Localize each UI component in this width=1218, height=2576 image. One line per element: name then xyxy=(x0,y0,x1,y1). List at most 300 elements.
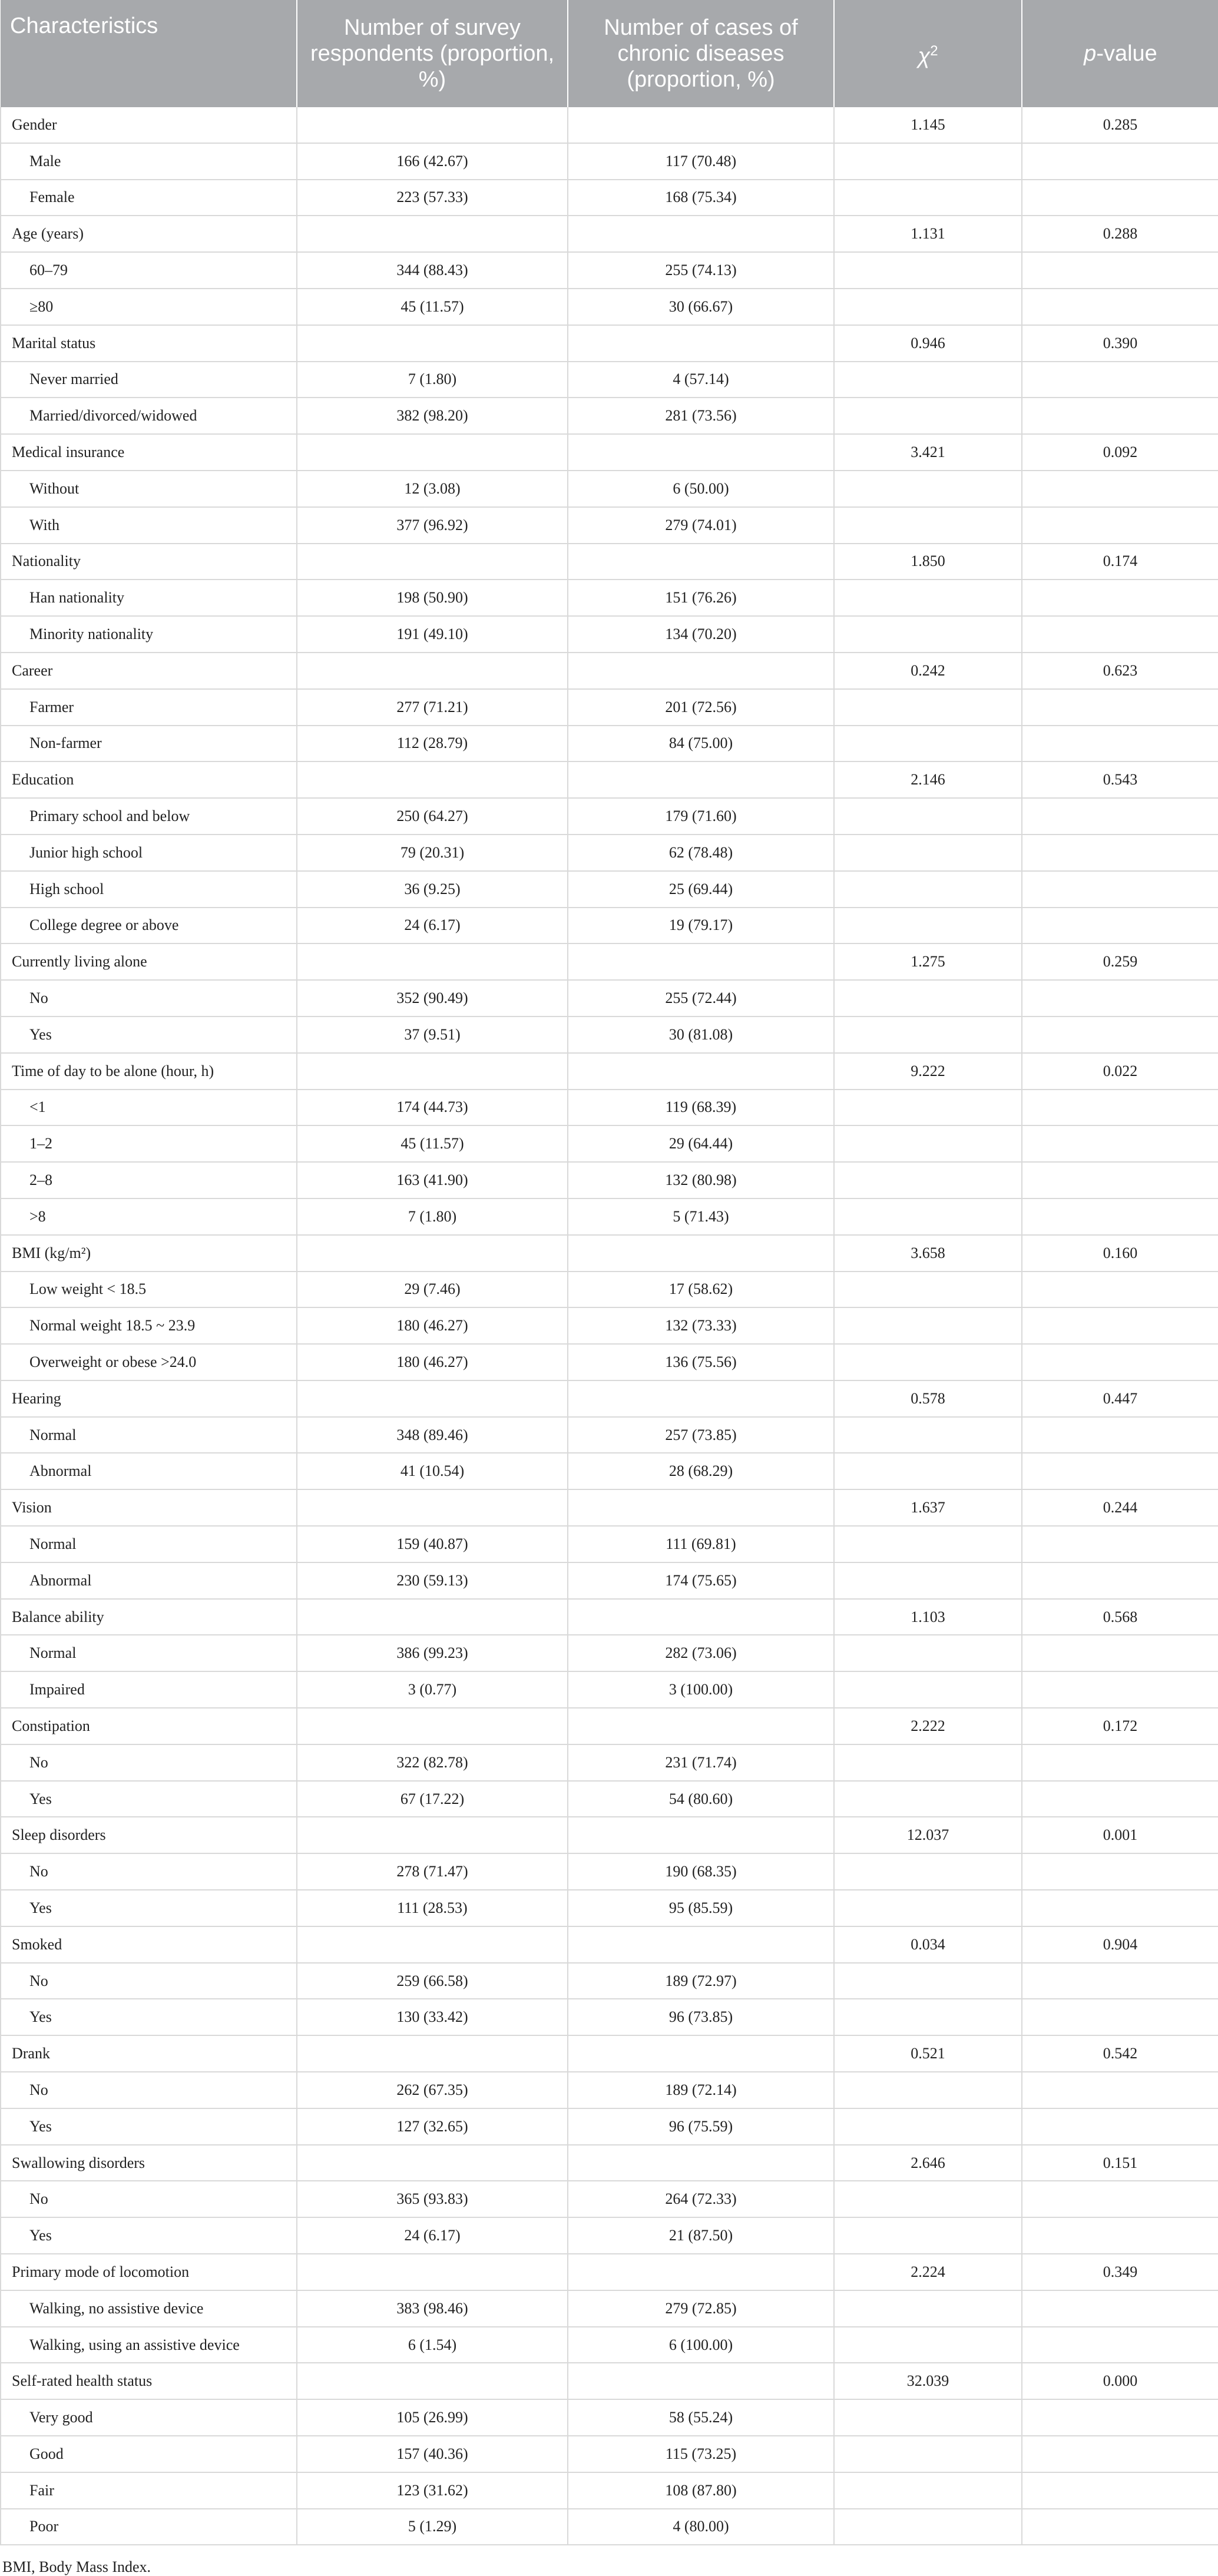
table-row-category xyxy=(1,1235,1218,1272)
cell-chi-square xyxy=(834,2399,1022,2436)
table-row-subcategory xyxy=(1,362,1218,398)
cell-chi-square xyxy=(834,2181,1022,2217)
table-row-subcategory xyxy=(1,2472,1218,2509)
table-row-category xyxy=(1,653,1218,689)
table-row-subcategory xyxy=(1,835,1218,871)
table-row-subcategory xyxy=(1,1090,1218,1126)
cell-chronic-cases: 201 (72.56) xyxy=(568,689,834,726)
table-footnote: BMI, Body Mass Index. xyxy=(2,2558,151,2576)
cell-respondents xyxy=(297,1235,568,1272)
cell-chronic-cases: 28 (68.29) xyxy=(568,1453,834,1489)
cell-chronic-cases xyxy=(568,107,834,143)
cell-p-value xyxy=(1022,289,1218,325)
cell-chi-square: 2.222 xyxy=(834,1708,1022,1744)
cell-p-value: 0.022 xyxy=(1022,1053,1218,1090)
table-row-category xyxy=(1,1708,1218,1744)
cell-chi-square xyxy=(834,726,1022,762)
cell-respondents: 262 (67.35) xyxy=(297,2072,568,2108)
cell-chi-square: 2.146 xyxy=(834,761,1022,798)
table-header xyxy=(1,0,1218,107)
cell-p-value xyxy=(1022,471,1218,507)
cell-characteristic: Never married xyxy=(1,362,297,398)
cell-chronic-cases: 30 (66.67) xyxy=(568,289,834,325)
cell-respondents: 163 (41.90) xyxy=(297,1162,568,1198)
cell-chronic-cases xyxy=(568,434,834,471)
cell-chronic-cases xyxy=(568,2254,834,2290)
cell-p-value: 0.543 xyxy=(1022,761,1218,798)
cell-respondents xyxy=(297,325,568,362)
chi-superscript: 2 xyxy=(930,42,938,59)
cell-p-value xyxy=(1022,1017,1218,1053)
cell-p-value xyxy=(1022,2072,1218,2108)
cell-characteristic: >8 xyxy=(1,1198,297,1235)
cell-characteristic: Sleep disorders xyxy=(1,1817,297,1853)
cell-p-value xyxy=(1022,835,1218,871)
cell-characteristic: College degree or above xyxy=(1,908,297,944)
table-row-category xyxy=(1,2035,1218,2072)
table-row-subcategory xyxy=(1,726,1218,762)
table-row-subcategory xyxy=(1,616,1218,653)
cell-respondents xyxy=(297,2145,568,2181)
cell-respondents: 24 (6.17) xyxy=(297,908,568,944)
cell-characteristic: Hearing xyxy=(1,1380,297,1417)
table-row-category xyxy=(1,1053,1218,1090)
table-row-subcategory xyxy=(1,2217,1218,2254)
cell-respondents xyxy=(297,1053,568,1090)
cell-respondents xyxy=(297,1708,568,1744)
cell-characteristic: Normal xyxy=(1,1526,297,1562)
cell-chi-square: 1.275 xyxy=(834,943,1022,980)
cell-chi-square xyxy=(834,1853,1022,1890)
cell-p-value: 0.160 xyxy=(1022,1235,1218,1272)
cell-chronic-cases: 281 (73.56) xyxy=(568,398,834,434)
cell-chi-square: 9.222 xyxy=(834,1053,1022,1090)
cell-chronic-cases: 6 (50.00) xyxy=(568,471,834,507)
table-body xyxy=(1,107,1218,2545)
cell-p-value: 0.172 xyxy=(1022,1708,1218,1744)
cell-respondents: 105 (26.99) xyxy=(297,2399,568,2436)
cell-respondents xyxy=(297,434,568,471)
cell-p-value xyxy=(1022,1344,1218,1380)
cell-chronic-cases xyxy=(568,1053,834,1090)
table-row-subcategory xyxy=(1,2290,1218,2327)
cell-respondents xyxy=(297,1489,568,1526)
table-row-subcategory xyxy=(1,1272,1218,1308)
cell-characteristic: Currently living alone xyxy=(1,943,297,980)
table-row-category xyxy=(1,1380,1218,1417)
cell-chronic-cases: 231 (71.74) xyxy=(568,1744,834,1781)
cell-respondents: 344 (88.43) xyxy=(297,252,568,289)
cell-characteristic: 1–2 xyxy=(1,1125,297,1162)
cell-respondents: 5 (1.29) xyxy=(297,2509,568,2545)
cell-chi-square xyxy=(834,580,1022,616)
cell-characteristic: BMI (kg/m²) xyxy=(1,1235,297,1272)
cell-respondents: 45 (11.57) xyxy=(297,289,568,325)
cell-p-value xyxy=(1022,252,1218,289)
cell-respondents xyxy=(297,761,568,798)
cell-respondents: 37 (9.51) xyxy=(297,1017,568,1053)
cell-chi-square: 0.521 xyxy=(834,2035,1022,2072)
table-row-subcategory xyxy=(1,1198,1218,1235)
table-row-subcategory xyxy=(1,289,1218,325)
cell-p-value xyxy=(1022,726,1218,762)
table-row-subcategory xyxy=(1,180,1218,216)
cell-chi-square xyxy=(834,835,1022,871)
cell-characteristic: Self-rated health status xyxy=(1,2363,297,2399)
cell-characteristic: 60–79 xyxy=(1,252,297,289)
cell-characteristic: Minority nationality xyxy=(1,616,297,653)
cell-p-value xyxy=(1022,398,1218,434)
cell-characteristic: Abnormal xyxy=(1,1562,297,1599)
cell-chi-square xyxy=(834,2290,1022,2327)
cell-characteristic: Career xyxy=(1,653,297,689)
cell-characteristic: Primary school and below xyxy=(1,798,297,835)
cell-respondents: 250 (64.27) xyxy=(297,798,568,835)
table-row-subcategory xyxy=(1,1781,1218,1817)
cell-chronic-cases xyxy=(568,1235,834,1272)
cell-respondents xyxy=(297,1380,568,1417)
cell-characteristic: Yes xyxy=(1,1017,297,1053)
cell-chronic-cases: 189 (72.14) xyxy=(568,2072,834,2108)
cell-p-value xyxy=(1022,1671,1218,1708)
table-row-category xyxy=(1,2254,1218,2290)
cell-chronic-cases: 136 (75.56) xyxy=(568,1344,834,1380)
cell-characteristic: Yes xyxy=(1,1999,297,2035)
table-row-category xyxy=(1,2145,1218,2181)
cell-characteristic: Impaired xyxy=(1,1671,297,1708)
cell-respondents: 191 (49.10) xyxy=(297,616,568,653)
cell-p-value xyxy=(1022,1272,1218,1308)
cell-p-value xyxy=(1022,908,1218,944)
cell-p-value xyxy=(1022,1125,1218,1162)
cell-p-value xyxy=(1022,143,1218,180)
cell-chi-square xyxy=(834,871,1022,908)
cell-chi-square xyxy=(834,507,1022,544)
cell-chi-square xyxy=(834,1526,1022,1562)
cell-chi-square xyxy=(834,1307,1022,1344)
cell-p-value: 0.542 xyxy=(1022,2035,1218,2072)
cell-chronic-cases: 279 (74.01) xyxy=(568,507,834,544)
cell-p-value xyxy=(1022,2108,1218,2145)
table-row-subcategory xyxy=(1,1890,1218,1926)
cell-p-value: 0.568 xyxy=(1022,1599,1218,1635)
cell-characteristic: Very good xyxy=(1,2399,297,2436)
p-letter: p xyxy=(1084,41,1097,66)
cell-p-value xyxy=(1022,798,1218,835)
table-row-subcategory xyxy=(1,1671,1218,1708)
cell-characteristic: Nationality xyxy=(1,544,297,580)
cell-p-value xyxy=(1022,1562,1218,1599)
table-row-subcategory xyxy=(1,1417,1218,1453)
cell-chronic-cases: 132 (80.98) xyxy=(568,1162,834,1198)
table-row-subcategory xyxy=(1,507,1218,544)
cell-chi-square: 3.421 xyxy=(834,434,1022,471)
cell-p-value xyxy=(1022,2399,1218,2436)
cell-chi-square: 0.578 xyxy=(834,1380,1022,1417)
cell-characteristic: Walking, using an assistive device xyxy=(1,2327,297,2363)
cell-respondents: 230 (59.13) xyxy=(297,1562,568,1599)
cell-chi-square xyxy=(834,798,1022,835)
cell-p-value xyxy=(1022,1853,1218,1890)
cell-characteristic: Smoked xyxy=(1,1926,297,1963)
table-row-subcategory xyxy=(1,2181,1218,2217)
cell-characteristic: Yes xyxy=(1,1781,297,1817)
cell-characteristic: Yes xyxy=(1,1890,297,1926)
cell-respondents: 277 (71.21) xyxy=(297,689,568,726)
cell-chronic-cases: 179 (71.60) xyxy=(568,798,834,835)
cell-chi-square xyxy=(834,1162,1022,1198)
cell-characteristic: Low weight < 18.5 xyxy=(1,1272,297,1308)
cell-chi-square xyxy=(834,2509,1022,2545)
cell-respondents xyxy=(297,544,568,580)
cell-respondents: 41 (10.54) xyxy=(297,1453,568,1489)
cell-chronic-cases: 264 (72.33) xyxy=(568,2181,834,2217)
table-row-subcategory xyxy=(1,689,1218,726)
cell-characteristic: Normal xyxy=(1,1635,297,1671)
cell-chi-square xyxy=(834,362,1022,398)
header-chi-square xyxy=(834,0,1022,107)
cell-chronic-cases: 279 (72.85) xyxy=(568,2290,834,2327)
cell-characteristic: Swallowing disorders xyxy=(1,2145,297,2181)
table-row-category xyxy=(1,761,1218,798)
cell-chi-square xyxy=(834,908,1022,944)
cell-respondents xyxy=(297,1817,568,1853)
cell-respondents: 382 (98.20) xyxy=(297,398,568,434)
cell-respondents: 166 (42.67) xyxy=(297,143,568,180)
cell-chi-square xyxy=(834,1562,1022,1599)
table-row-category xyxy=(1,544,1218,580)
cell-respondents: 36 (9.25) xyxy=(297,871,568,908)
table-row-subcategory xyxy=(1,908,1218,944)
cell-respondents xyxy=(297,1926,568,1963)
cell-characteristic: Poor xyxy=(1,2509,297,2545)
cell-p-value xyxy=(1022,1635,1218,1671)
cell-characteristic: Age (years) xyxy=(1,216,297,252)
cell-respondents xyxy=(297,2035,568,2072)
cell-respondents xyxy=(297,2363,568,2399)
cell-chi-square: 2.646 xyxy=(834,2145,1022,2181)
cell-chronic-cases: 151 (76.26) xyxy=(568,580,834,616)
cell-p-value xyxy=(1022,1526,1218,1562)
cell-characteristic: 2–8 xyxy=(1,1162,297,1198)
cell-chronic-cases xyxy=(568,761,834,798)
cell-chi-square xyxy=(834,1999,1022,2035)
cell-chronic-cases xyxy=(568,2145,834,2181)
table-row-subcategory xyxy=(1,2327,1218,2363)
cell-p-value xyxy=(1022,2472,1218,2509)
chi-symbol: χ xyxy=(918,44,931,69)
cell-characteristic: Medical insurance xyxy=(1,434,297,471)
cell-chi-square: 12.037 xyxy=(834,1817,1022,1853)
cell-chronic-cases: 58 (55.24) xyxy=(568,2399,834,2436)
cell-chronic-cases: 255 (72.44) xyxy=(568,980,834,1017)
cell-chronic-cases: 4 (57.14) xyxy=(568,362,834,398)
cell-chronic-cases: 111 (69.81) xyxy=(568,1526,834,1562)
cell-characteristic: Marital status xyxy=(1,325,297,362)
table-row-category xyxy=(1,216,1218,252)
table-row-subcategory xyxy=(1,1162,1218,1198)
cell-chi-square xyxy=(834,471,1022,507)
cell-chronic-cases: 21 (87.50) xyxy=(568,2217,834,2254)
table-row-category xyxy=(1,2363,1218,2399)
cell-respondents: 174 (44.73) xyxy=(297,1090,568,1126)
cell-characteristic: Married/divorced/widowed xyxy=(1,398,297,434)
table-row-category xyxy=(1,1926,1218,1963)
cell-characteristic: No xyxy=(1,1853,297,1890)
cell-chronic-cases xyxy=(568,1926,834,1963)
cell-chi-square xyxy=(834,1017,1022,1053)
table-row-category xyxy=(1,1817,1218,1853)
header-chronic-cases: Number of cases of chronic diseases (proportion, %) xyxy=(568,0,834,107)
table-row-subcategory xyxy=(1,2509,1218,2545)
cell-chi-square: 1.131 xyxy=(834,216,1022,252)
cell-chi-square xyxy=(834,1344,1022,1380)
table-row-subcategory xyxy=(1,1307,1218,1344)
cell-characteristic: Gender xyxy=(1,107,297,143)
table-row-subcategory xyxy=(1,1125,1218,1162)
header-survey-respondents: Number of survey respondents (proportion, %) xyxy=(297,0,568,107)
table-row-subcategory xyxy=(1,2436,1218,2472)
cell-characteristic: Female xyxy=(1,180,297,216)
cell-chronic-cases xyxy=(568,1489,834,1526)
table-row-subcategory xyxy=(1,1344,1218,1380)
cell-characteristic: Education xyxy=(1,761,297,798)
cell-characteristic: Time of day to be alone (hour, h) xyxy=(1,1053,297,1090)
cell-p-value xyxy=(1022,1963,1218,1999)
cell-characteristic: Vision xyxy=(1,1489,297,1526)
cell-chi-square xyxy=(834,2472,1022,2509)
cell-chronic-cases: 25 (69.44) xyxy=(568,871,834,908)
cell-chi-square xyxy=(834,1198,1022,1235)
cell-characteristic: Fair xyxy=(1,2472,297,2509)
cell-chi-square xyxy=(834,2072,1022,2108)
table-row-subcategory xyxy=(1,1635,1218,1671)
cell-p-value: 0.151 xyxy=(1022,2145,1218,2181)
cell-chronic-cases: 132 (73.33) xyxy=(568,1307,834,1344)
table-row-category xyxy=(1,107,1218,143)
cell-chi-square: 1.145 xyxy=(834,107,1022,143)
cell-chronic-cases: 62 (78.48) xyxy=(568,835,834,871)
cell-chronic-cases: 96 (73.85) xyxy=(568,1999,834,2035)
cell-chronic-cases: 84 (75.00) xyxy=(568,726,834,762)
cell-p-value xyxy=(1022,1890,1218,1926)
cell-p-value: 0.259 xyxy=(1022,943,1218,980)
cell-respondents: 123 (31.62) xyxy=(297,2472,568,2509)
cell-respondents: 29 (7.46) xyxy=(297,1272,568,1308)
cell-p-value: 0.244 xyxy=(1022,1489,1218,1526)
cell-respondents: 24 (6.17) xyxy=(297,2217,568,2254)
cell-p-value xyxy=(1022,2509,1218,2545)
table-row-subcategory xyxy=(1,1526,1218,1562)
cell-chi-square xyxy=(834,252,1022,289)
table-row-subcategory xyxy=(1,1963,1218,1999)
table-row-subcategory xyxy=(1,1017,1218,1053)
cell-chronic-cases: 282 (73.06) xyxy=(568,1635,834,1671)
cell-characteristic: With xyxy=(1,507,297,544)
cell-p-value xyxy=(1022,1198,1218,1235)
cell-chi-square xyxy=(834,1671,1022,1708)
cell-respondents: 7 (1.80) xyxy=(297,1198,568,1235)
cell-chronic-cases: 3 (100.00) xyxy=(568,1671,834,1708)
cell-respondents: 79 (20.31) xyxy=(297,835,568,871)
cell-p-value: 0.174 xyxy=(1022,544,1218,580)
cell-chronic-cases: 255 (74.13) xyxy=(568,252,834,289)
cell-respondents: 45 (11.57) xyxy=(297,1125,568,1162)
cell-respondents: 198 (50.90) xyxy=(297,580,568,616)
cell-chi-square: 32.039 xyxy=(834,2363,1022,2399)
cell-p-value xyxy=(1022,1999,1218,2035)
cell-characteristic: No xyxy=(1,2072,297,2108)
cell-chronic-cases: 30 (81.08) xyxy=(568,1017,834,1053)
cell-p-value xyxy=(1022,507,1218,544)
cell-p-value: 0.001 xyxy=(1022,1817,1218,1853)
table-row-subcategory xyxy=(1,471,1218,507)
cell-respondents: 130 (33.42) xyxy=(297,1999,568,2035)
cell-respondents: 223 (57.33) xyxy=(297,180,568,216)
cell-respondents: 352 (90.49) xyxy=(297,980,568,1017)
cell-chronic-cases: 6 (100.00) xyxy=(568,2327,834,2363)
cell-characteristic: Normal weight 18.5 ~ 23.9 xyxy=(1,1307,297,1344)
cell-chi-square: 2.224 xyxy=(834,2254,1022,2290)
cell-chronic-cases xyxy=(568,943,834,980)
cell-chronic-cases xyxy=(568,2035,834,2072)
cell-chronic-cases: 96 (75.59) xyxy=(568,2108,834,2145)
cell-respondents: 159 (40.87) xyxy=(297,1526,568,1562)
cell-respondents: 348 (89.46) xyxy=(297,1417,568,1453)
cell-chi-square: 1.637 xyxy=(834,1489,1022,1526)
cell-chi-square xyxy=(834,1272,1022,1308)
cell-characteristic: Walking, no assistive device xyxy=(1,2290,297,2327)
cell-characteristic: No xyxy=(1,2181,297,2217)
table-row-category xyxy=(1,1489,1218,1526)
cell-chi-square: 0.242 xyxy=(834,653,1022,689)
table-row-subcategory xyxy=(1,980,1218,1017)
cell-chi-square xyxy=(834,1963,1022,1999)
cell-p-value xyxy=(1022,980,1218,1017)
cell-chronic-cases: 117 (70.48) xyxy=(568,143,834,180)
table-row-subcategory xyxy=(1,2108,1218,2145)
cell-p-value xyxy=(1022,1307,1218,1344)
cell-chronic-cases: 17 (58.62) xyxy=(568,1272,834,1308)
cell-chronic-cases xyxy=(568,1708,834,1744)
cell-chi-square: 0.946 xyxy=(834,325,1022,362)
cell-characteristic: Non-farmer xyxy=(1,726,297,762)
cell-p-value xyxy=(1022,2327,1218,2363)
table-row-category xyxy=(1,943,1218,980)
cell-respondents: 383 (98.46) xyxy=(297,2290,568,2327)
cell-chi-square xyxy=(834,180,1022,216)
table-row-category xyxy=(1,434,1218,471)
cell-p-value: 0.447 xyxy=(1022,1380,1218,1417)
cell-chi-square xyxy=(834,2436,1022,2472)
cell-chronic-cases xyxy=(568,1380,834,1417)
table-row-subcategory xyxy=(1,252,1218,289)
cell-p-value: 0.390 xyxy=(1022,325,1218,362)
cell-characteristic: Good xyxy=(1,2436,297,2472)
cell-respondents: 278 (71.47) xyxy=(297,1853,568,1890)
table-row-subcategory xyxy=(1,1744,1218,1781)
cell-p-value: 0.288 xyxy=(1022,216,1218,252)
cell-chi-square xyxy=(834,398,1022,434)
cell-p-value xyxy=(1022,1162,1218,1198)
cell-chronic-cases: 119 (68.39) xyxy=(568,1090,834,1126)
cell-respondents: 127 (32.65) xyxy=(297,2108,568,2145)
cell-chi-square: 0.034 xyxy=(834,1926,1022,1963)
cell-p-value: 0.092 xyxy=(1022,434,1218,471)
table-row-subcategory xyxy=(1,398,1218,434)
cell-respondents xyxy=(297,107,568,143)
cell-chi-square: 1.103 xyxy=(834,1599,1022,1635)
